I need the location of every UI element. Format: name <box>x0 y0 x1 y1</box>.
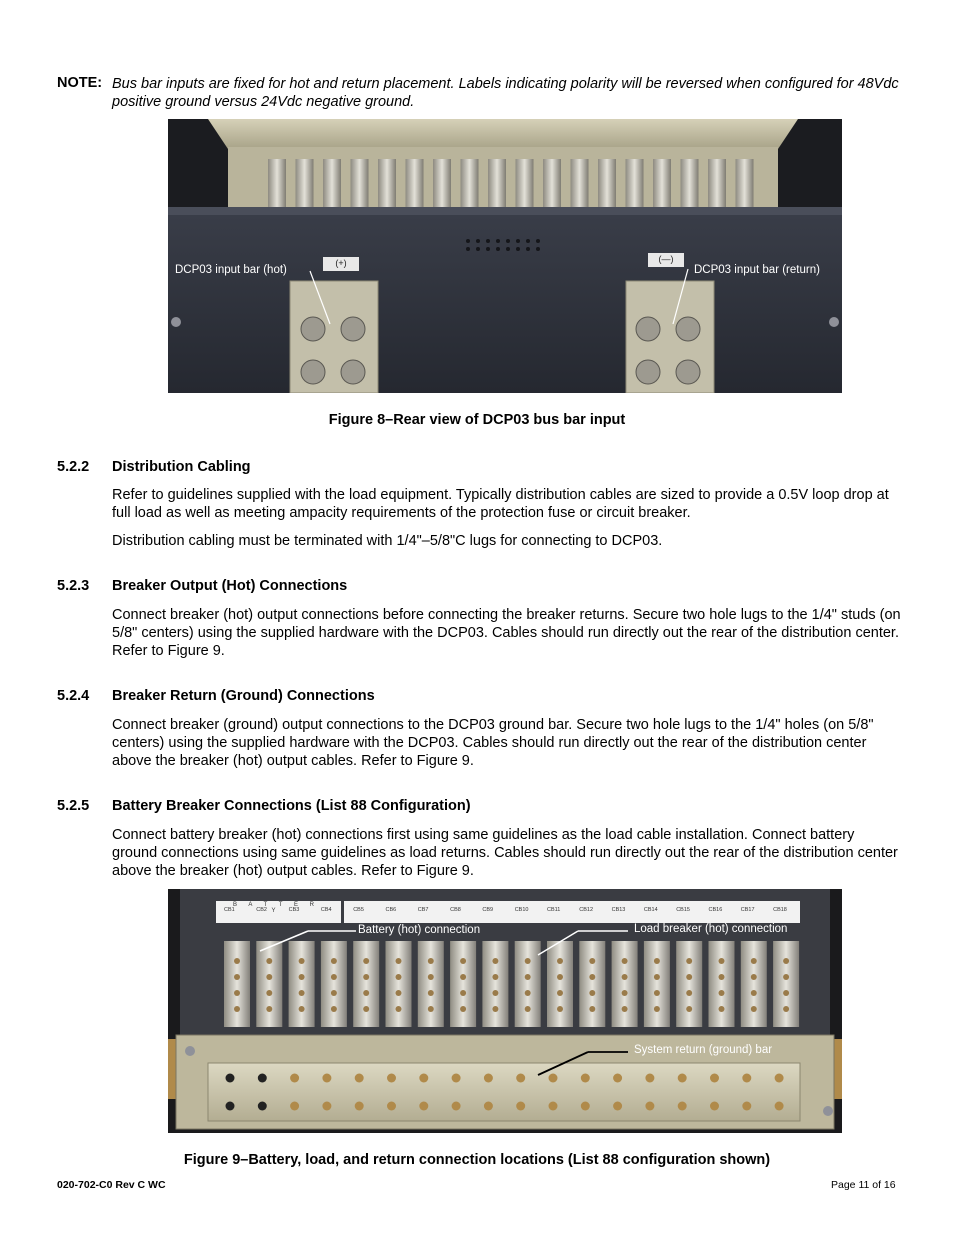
breaker-bus-bar <box>741 941 767 1027</box>
ground-hole <box>452 1074 461 1083</box>
section-number: 5.2.5 <box>57 798 90 814</box>
breaker-label: CB3 <box>288 907 300 913</box>
ground-hole <box>581 1074 590 1083</box>
stud <box>557 958 563 964</box>
note-text: Bus bar inputs are fixed for hot and return placement. Labels indicating polarity will be reversed when configured for 48Vdc positive ground versus 24Vdc negative ground. <box>112 76 899 110</box>
figure-8-caption: Figure 8–Rear view of DCP03 bus bar input <box>328 412 626 428</box>
stud <box>492 974 498 980</box>
ground-hole <box>742 1074 751 1083</box>
stud <box>557 990 563 996</box>
breaker-bus-bar <box>418 941 444 1027</box>
breaker-label: CB5 <box>353 907 364 913</box>
stud <box>589 1006 595 1012</box>
breaker-label: CB6 <box>385 907 397 913</box>
stud <box>331 1006 337 1012</box>
stud <box>719 974 725 980</box>
figure-9-caption: Figure 9–Battery, load, and return connection locations (List 88 configuration shown) <box>183 1152 771 1168</box>
label-load-connection: Load breaker (hot) connection <box>634 923 788 935</box>
breaker-bus-bar <box>256 941 282 1027</box>
breaker-bus-bar <box>676 941 702 1027</box>
ground-hole <box>775 1074 784 1083</box>
stud <box>428 990 434 996</box>
stud <box>783 1006 789 1012</box>
stud <box>686 958 692 964</box>
breaker-bus-bar <box>773 941 799 1027</box>
section-number: 5.2.3 <box>57 578 90 594</box>
stud <box>460 974 466 980</box>
stud <box>396 974 402 980</box>
section-title: Distribution Cabling <box>112 459 251 475</box>
ground-hole <box>484 1102 493 1111</box>
breaker-label: CB14 <box>643 907 658 913</box>
stud <box>299 974 305 980</box>
stud <box>654 974 660 980</box>
ground-hole <box>322 1102 331 1111</box>
label-ground-bar: System return (ground) bar <box>634 1044 773 1056</box>
ground-hole <box>516 1074 525 1083</box>
stud <box>783 958 789 964</box>
section-title: Breaker Return (Ground) Connections <box>112 688 375 704</box>
stud <box>719 958 725 964</box>
ground-hole <box>645 1074 654 1083</box>
label-input-hot: DCP03 input bar (hot) <box>175 264 287 276</box>
breaker-label: CB2 <box>256 907 267 913</box>
stud <box>751 958 757 964</box>
stud <box>557 1006 563 1012</box>
breaker-label: CB13 <box>611 907 626 913</box>
ground-hole <box>775 1102 784 1111</box>
ground-hole <box>387 1102 396 1111</box>
stud <box>589 958 595 964</box>
breaker-label: CB15 <box>676 907 690 913</box>
ground-hole <box>710 1074 719 1083</box>
section-title: Breaker Output (Hot) Connections <box>112 578 348 594</box>
stud <box>396 1006 402 1012</box>
stud <box>525 974 531 980</box>
breaker-bus-bar <box>450 941 476 1027</box>
ground-hole <box>613 1102 622 1111</box>
stud <box>557 974 563 980</box>
stud <box>622 958 628 964</box>
stud <box>363 958 369 964</box>
stud <box>331 974 337 980</box>
breaker-label: CB10 <box>514 907 529 913</box>
stud <box>686 974 692 980</box>
stud <box>396 958 402 964</box>
ground-hole <box>226 1074 235 1083</box>
ground-hole <box>226 1102 235 1111</box>
stud <box>460 990 466 996</box>
label-input-return: DCP03 input bar (return) <box>694 264 820 276</box>
breaker-bus-bar <box>321 941 347 1027</box>
ground-hole <box>419 1102 428 1111</box>
stud <box>525 958 531 964</box>
ground-hole <box>549 1102 558 1111</box>
stud <box>622 974 628 980</box>
ground-hole <box>484 1074 493 1083</box>
stud <box>654 958 660 964</box>
section-paragraph: Connect breaker (hot) output connections before connecting the breaker returns. Secure two hole lugs to the 1/4" studs (on 5/8" centers) using the supplied hardware with the DCP03. Cables should run directly out the rear of the distribution center. Refer to Figure 9. <box>112 607 901 659</box>
stud <box>428 1006 434 1012</box>
breaker-bus-bar <box>547 941 573 1027</box>
section-number: 5.2.2 <box>57 459 90 475</box>
stud <box>428 974 434 980</box>
breaker-bus-bar <box>579 941 605 1027</box>
stud <box>331 958 337 964</box>
stud <box>654 1006 660 1012</box>
stud <box>428 958 434 964</box>
breaker-label: CB12 <box>579 907 594 913</box>
stud <box>234 958 240 964</box>
breaker-label: CB8 <box>450 907 461 913</box>
ground-hole <box>678 1074 687 1083</box>
stud <box>266 1006 272 1012</box>
ground-hole <box>290 1102 299 1111</box>
ground-hole <box>645 1102 654 1111</box>
stud <box>654 990 660 996</box>
section-title: Battery Breaker Connections (List 88 Configuration) <box>112 798 471 814</box>
stud <box>492 1006 498 1012</box>
stud <box>363 990 369 996</box>
stud <box>363 1006 369 1012</box>
stud <box>719 990 725 996</box>
stud <box>783 974 789 980</box>
breaker-bus-bar <box>709 941 735 1027</box>
label-battery-connection: Battery (hot) connection <box>358 924 481 936</box>
breaker-bus-bar <box>353 941 379 1027</box>
breaker-label: CB9 <box>482 907 494 913</box>
ground-hole <box>452 1102 461 1111</box>
ground-hole <box>742 1102 751 1111</box>
stud <box>331 990 337 996</box>
stud <box>266 974 272 980</box>
ground-hole <box>258 1074 267 1083</box>
stud <box>299 990 305 996</box>
stud <box>492 990 498 996</box>
breaker-label: CB1 <box>224 907 235 913</box>
figure-9-photo <box>168 889 842 1133</box>
ground-hole <box>516 1102 525 1111</box>
breaker-label: CB17 <box>740 907 755 913</box>
stud <box>686 990 692 996</box>
stud <box>460 958 466 964</box>
ground-hole <box>613 1074 622 1083</box>
breaker-bus-bar <box>386 941 412 1027</box>
section-paragraph: Distribution cabling must be terminated with 1/4"–5/8"C lugs for connecting to DCP03. <box>112 533 663 549</box>
ground-hole <box>355 1102 364 1111</box>
breaker-bus-bar <box>612 941 638 1027</box>
footer-page-number: Page 11 of 16 <box>831 1179 896 1191</box>
section-paragraph: Connect breaker (ground) output connections to the DCP03 ground bar. Secure two hole lugs to the 1/4" holes (on 5/8" centers) using the supplied hardware with the DCP03. Cables should run directly out the rear of the distribution center above the breaker (hot) output cables. Refer to Figure 9. <box>112 717 874 769</box>
sign-hot: (+) <box>335 258 347 268</box>
stud <box>589 974 595 980</box>
section-paragraph: Refer to guidelines supplied with the load equipment. Typically distribution cables are sized to provide a 0.5V loop drop at full load as well as meeting ampacity requirements of the protection fuse or circuit breaker. <box>112 487 889 521</box>
stud <box>299 1006 305 1012</box>
section-paragraph: Connect battery breaker (hot) connections first using same guidelines as the load cable installation. Connect battery ground connections using same guidelines as load returns. Cables should run directly out the rear of the distribution center above the breaker (hot) output cables. Refer to Figure 9. <box>112 827 898 879</box>
stud <box>234 1006 240 1012</box>
stud <box>589 990 595 996</box>
stud <box>622 1006 628 1012</box>
ground-hole <box>678 1102 687 1111</box>
stud <box>783 990 789 996</box>
stud <box>751 1006 757 1012</box>
ground-hole <box>258 1102 267 1111</box>
stud <box>363 974 369 980</box>
ground-hole <box>710 1102 719 1111</box>
stud <box>751 974 757 980</box>
ground-hole <box>419 1074 428 1083</box>
stud <box>719 1006 725 1012</box>
breaker-bus-bar <box>515 941 541 1027</box>
stud <box>751 990 757 996</box>
ground-hole <box>290 1074 299 1083</box>
stud <box>396 990 402 996</box>
breaker-label: CB7 <box>417 907 429 913</box>
stud <box>525 1006 531 1012</box>
breaker-bus-bar <box>482 941 508 1027</box>
stud <box>686 1006 692 1012</box>
breaker-bus-bar <box>289 941 315 1027</box>
breaker-bus-bar <box>644 941 670 1027</box>
breaker-label: CB11 <box>547 907 561 913</box>
stud <box>266 990 272 996</box>
ground-hole <box>322 1074 331 1083</box>
breaker-label: CB4 <box>320 907 332 913</box>
breaker-label: CB16 <box>708 907 723 913</box>
ground-hole <box>355 1074 364 1083</box>
breaker-label: CB18 <box>773 907 787 913</box>
breaker-bus-bar <box>224 941 250 1027</box>
ground-hole <box>581 1102 590 1111</box>
figure-8-photo <box>168 119 842 393</box>
stud <box>525 990 531 996</box>
ground-hole <box>387 1074 396 1083</box>
stud <box>234 990 240 996</box>
battery-word: B A T T E R Y <box>233 902 319 914</box>
note-label: NOTE: <box>57 75 103 91</box>
stud <box>622 990 628 996</box>
stud <box>299 958 305 964</box>
stud <box>492 958 498 964</box>
stud <box>460 1006 466 1012</box>
sign-return: (—) <box>658 254 674 264</box>
ground-hole <box>549 1074 558 1083</box>
stud <box>234 974 240 980</box>
stud <box>266 958 272 964</box>
footer-doc-id: 020-702-C0 Rev C WC <box>57 1179 166 1191</box>
section-number: 5.2.4 <box>57 688 90 704</box>
